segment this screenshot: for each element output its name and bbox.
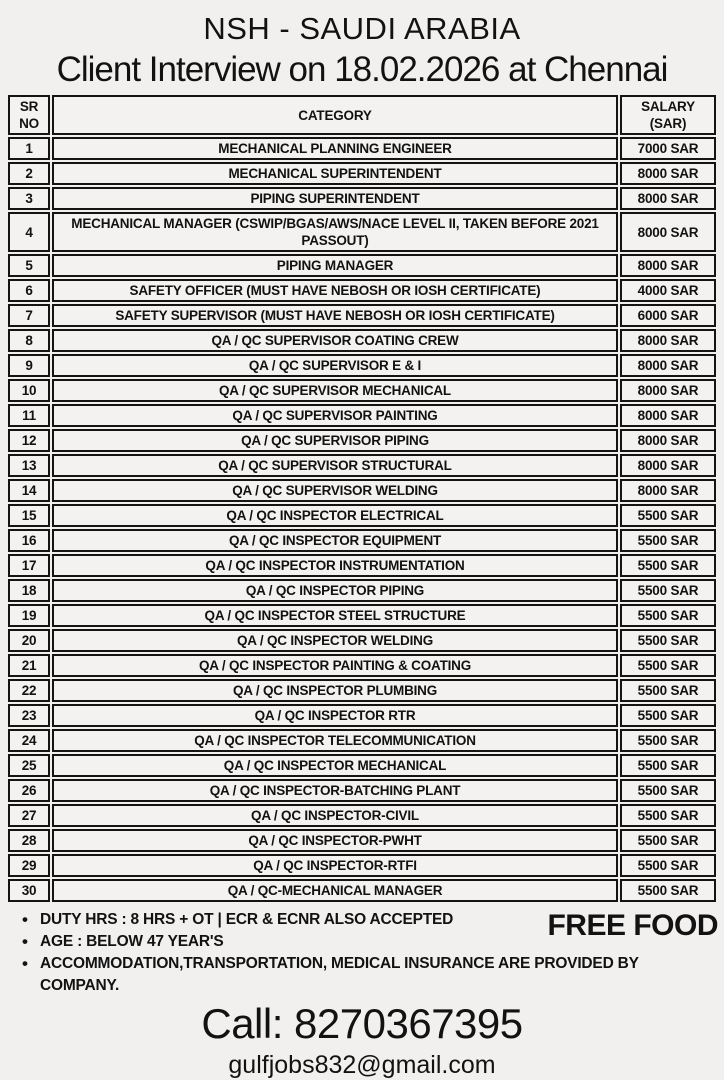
table-row [8,779,716,802]
category-cell: QA / QC INSPECTOR INSTRUMENTATION [52,554,618,577]
table-row [8,329,716,352]
sr-no-cell: 18 [8,579,50,602]
sr-no-cell: 7 [8,304,50,327]
poster-header [0,0,724,91]
table-row [8,804,716,827]
table-header-row [8,95,716,135]
salary-cell: 5500 SAR [620,554,716,577]
salary-cell: 5500 SAR [620,654,716,677]
sr-no-cell: 8 [8,329,50,352]
category-cell: PIPING SUPERINTENDENT [52,187,618,210]
salary-cell: 8000 SAR [620,162,716,185]
salary-cell: 5500 SAR [620,579,716,602]
table-row [8,529,716,552]
salary-cell: 8000 SAR [620,479,716,502]
category-cell: PIPING MANAGER [52,254,618,277]
sr-no-cell: 30 [8,879,50,902]
category-cell: QA / QC SUPERVISOR STRUCTURAL [52,454,618,477]
table-row [8,279,716,302]
category-cell: SAFETY SUPERVISOR (MUST HAVE NEBOSH OR IOSH CERTIFICATE) [52,304,618,327]
sr-no-cell: 21 [8,654,50,677]
sr-no-cell: 6 [8,279,50,302]
category-cell: MECHANICAL PLANNING ENGINEER [52,137,618,160]
sr-no-cell: 1 [8,137,50,160]
sr-no-cell: 22 [8,679,50,702]
table-row [8,579,716,602]
table-row [8,212,716,252]
footer-notes [0,909,724,997]
category-cell: QA / QC INSPECTOR PLUMBING [52,679,618,702]
salary-cell: 5500 SAR [620,754,716,777]
contact-phone: Call: 8270367395 [201,1000,523,1047]
table-row [8,354,716,377]
table-row [8,879,716,902]
category-cell: QA / QC INSPECTOR RTR [52,704,618,727]
table-row [8,604,716,627]
table-row [8,162,716,185]
note-benefits: • ACCOMMODATION,TRANSPORTATION, MEDICAL INSURANCE ARE PROVIDED BY COMPANY. [20,953,680,997]
table-row [8,704,716,727]
category-cell: QA / QC INSPECTOR WELDING [52,629,618,652]
salary-cell: 5500 SAR [620,504,716,527]
category-cell: QA / QC INSPECTOR-CIVIL [52,804,618,827]
sr-no-cell: 3 [8,187,50,210]
salary-cell: 5500 SAR [620,879,716,902]
table-row [8,629,716,652]
table-body [8,137,716,902]
table-row [8,729,716,752]
salary-cell: 5500 SAR [620,679,716,702]
salary-cell: 8000 SAR [620,187,716,210]
salary-cell: 8000 SAR [620,354,716,377]
sr-no-cell: 29 [8,854,50,877]
category-cell: QA / QC SUPERVISOR COATING CREW [52,329,618,352]
col-header-salary: SALARY (SAR) [620,95,716,135]
salary-cell: 8000 SAR [620,379,716,402]
note-duty-hours: • DUTY HRS : 8 HRS + OT | ECR & ECNR ALSO ACCEPTED [20,909,680,931]
table-row [8,654,716,677]
salary-cell: 4000 SAR [620,279,716,302]
sr-no-cell: 10 [8,379,50,402]
contact-email: gulfjobs832@gmail.com [228,1051,496,1079]
note-age-limit: • AGE : BELOW 47 YEAR'S [20,931,680,953]
sr-no-cell: 24 [8,729,50,752]
table-row [8,854,716,877]
company-title: NSH - SAUDI ARABIA [203,11,521,46]
col-header-category: CATEGORY [52,95,618,135]
table-row [8,679,716,702]
category-cell: QA / QC SUPERVISOR E & I [52,354,618,377]
salary-cell: 5500 SAR [620,779,716,802]
table-row [8,304,716,327]
category-cell: QA / QC INSPECTOR-RTFI [52,854,618,877]
sr-no-cell: 26 [8,779,50,802]
salary-cell: 5500 SAR [620,729,716,752]
sr-no-cell: 20 [8,629,50,652]
category-cell: QA / QC INSPECTOR-PWHT [52,829,618,852]
table-row [8,829,716,852]
table-row [8,454,716,477]
category-cell: QA / QC INSPECTOR MECHANICAL [52,754,618,777]
category-cell: QA / QC INSPECTOR PIPING [52,579,618,602]
table-row [8,479,716,502]
sr-no-cell: 12 [8,429,50,452]
category-cell: QA / QC INSPECTOR EQUIPMENT [52,529,618,552]
salary-cell: 8000 SAR [620,404,716,427]
category-cell: QA / QC SUPERVISOR PAINTING [52,404,618,427]
sr-no-cell: 15 [8,504,50,527]
table-row [8,754,716,777]
salary-cell: 5500 SAR [620,629,716,652]
vacancies-table [6,93,718,904]
table-row [8,379,716,402]
category-cell: QA / QC INSPECTOR-BATCHING PLANT [52,779,618,802]
salary-cell: 8000 SAR [620,454,716,477]
category-cell: QA / QC SUPERVISOR PIPING [52,429,618,452]
sr-no-cell: 2 [8,162,50,185]
salary-cell: 8000 SAR [620,254,716,277]
salary-cell: 8000 SAR [620,212,716,252]
interview-subtitle: Client Interview on 18.02.2026 at Chennai [56,50,668,89]
salary-cell: 5500 SAR [620,854,716,877]
category-cell: QA / QC INSPECTOR STEEL STRUCTURE [52,604,618,627]
salary-cell: 5500 SAR [620,704,716,727]
table-row [8,404,716,427]
sr-no-cell: 11 [8,404,50,427]
sr-no-cell: 13 [8,454,50,477]
sr-no-cell: 25 [8,754,50,777]
sr-no-cell: 5 [8,254,50,277]
salary-cell: 8000 SAR [620,429,716,452]
table-row [8,187,716,210]
sr-no-cell: 4 [8,212,50,252]
category-cell: QA / QC-MECHANICAL MANAGER [52,879,618,902]
table-row [8,254,716,277]
sr-no-cell: 19 [8,604,50,627]
category-cell: MECHANICAL MANAGER (CSWIP/BGAS/AWS/NACE LEVEL II, TAKEN BEFORE 2021 PASSOUT) [52,212,618,252]
category-cell: QA / QC INSPECTOR PAINTING & COATING [52,654,618,677]
category-cell: QA / QC INSPECTOR ELECTRICAL [52,504,618,527]
sr-no-cell: 9 [8,354,50,377]
salary-cell: 5500 SAR [620,604,716,627]
salary-cell: 5500 SAR [620,829,716,852]
table-row [8,137,716,160]
sr-no-cell: 16 [8,529,50,552]
free-food-badge: FREE FOOD [547,909,718,942]
salary-cell: 7000 SAR [620,137,716,160]
sr-no-cell: 28 [8,829,50,852]
category-cell: QA / QC SUPERVISOR MECHANICAL [52,379,618,402]
sr-no-cell: 27 [8,804,50,827]
col-header-sr-no: SR NO [8,95,50,135]
category-cell: QA / QC SUPERVISOR WELDING [52,479,618,502]
table-row [8,504,716,527]
category-cell: MECHANICAL SUPERINTENDENT [52,162,618,185]
table-row [8,554,716,577]
category-cell: QA / QC INSPECTOR TELECOMMUNICATION [52,729,618,752]
salary-cell: 5500 SAR [620,804,716,827]
salary-cell: 6000 SAR [620,304,716,327]
sr-no-cell: 17 [8,554,50,577]
salary-cell: 5500 SAR [620,529,716,552]
salary-cell: 8000 SAR [620,329,716,352]
table-row [8,429,716,452]
category-cell: SAFETY OFFICER (MUST HAVE NEBOSH OR IOSH CERTIFICATE) [52,279,618,302]
sr-no-cell: 23 [8,704,50,727]
sr-no-cell: 14 [8,479,50,502]
